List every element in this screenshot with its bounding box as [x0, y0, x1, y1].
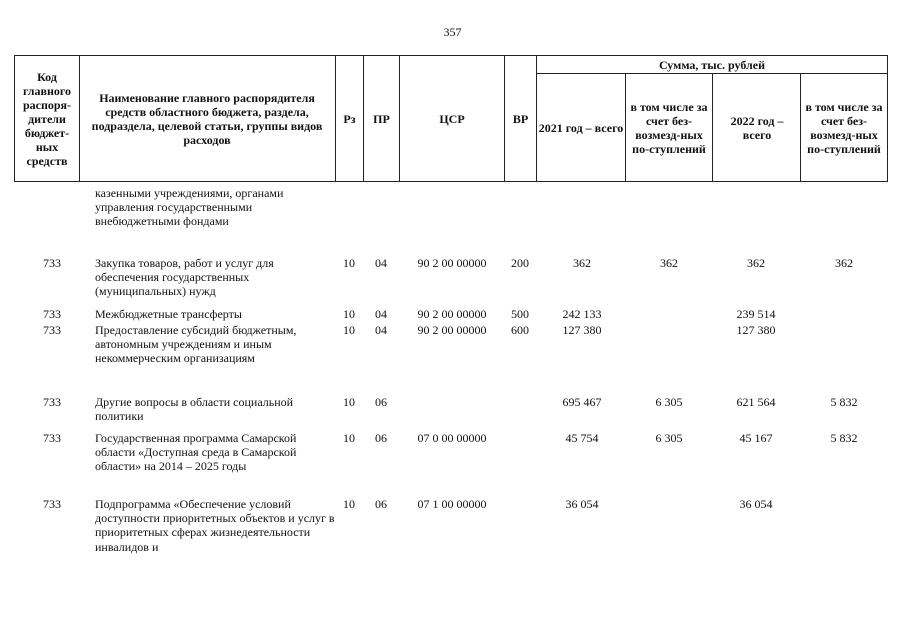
- row-code: 733: [43, 307, 61, 321]
- header-pr: ПР: [373, 111, 390, 126]
- row-rz: 10: [343, 497, 355, 511]
- row-name: Закупка товаров, работ и услуг для обеспечения государственных (муниципальных) нужд: [95, 256, 274, 299]
- row-sum-2021: 127 380: [562, 323, 602, 337]
- row-vr: 600: [511, 323, 529, 337]
- row-sum-2021: 36 054: [565, 497, 599, 511]
- row-csr: 07 1 00 00000: [417, 497, 487, 511]
- row-rz: 10: [343, 256, 355, 270]
- row-free-2022: 362: [835, 256, 853, 270]
- row-pr: 04: [375, 323, 387, 337]
- row-code: 733: [43, 497, 61, 511]
- row-sum-2022: 621 564: [736, 395, 776, 409]
- row-free-2021: 6 305: [655, 431, 683, 445]
- row-name: Государственная программа Самарской области «Доступная среда в Самарской области» на 2014 – 2025 годы: [95, 431, 297, 474]
- row-code: 733: [43, 431, 61, 445]
- row-name: казенными учреждениями, органами управления государственными внебюджетными фондами: [95, 186, 284, 229]
- row-name: Предоставление субсидий бюджетным, автономным учреждениям и иным некоммерческим организациям: [95, 323, 297, 366]
- row-code: 733: [43, 256, 61, 270]
- row-csr: 90 2 00 00000: [417, 323, 487, 337]
- row-rz: 10: [343, 395, 355, 409]
- header-name: Наименование главного распорядителя средств областного бюджета, раздела, подраздела, целевой статьи, группы видов расходов: [91, 90, 323, 147]
- row-rz: 10: [343, 323, 355, 337]
- row-sum-2021: 695 467: [562, 395, 602, 409]
- row-rz: 10: [343, 431, 355, 445]
- row-name: Межбюджетные трансферты: [95, 307, 242, 321]
- row-free-2021: 6 305: [655, 395, 683, 409]
- row-csr: 90 2 00 00000: [417, 256, 487, 270]
- row-free-2022: 5 832: [830, 395, 858, 409]
- row-sum-2022: 362: [747, 256, 765, 270]
- header-2022-free: в том числе за счет без-возмезд-ных по-ступлений: [805, 99, 883, 156]
- row-sum-2022: 45 167: [739, 431, 773, 445]
- row-csr: 90 2 00 00000: [417, 307, 487, 321]
- row-sum-2022: 127 380: [736, 323, 776, 337]
- row-name: Подпрограмма «Обеспечение условий доступности приоритетных объектов и услуг в приоритетных сферах жизнедеятельности инвалидов и: [95, 497, 335, 554]
- row-sum-2022: 36 054: [739, 497, 773, 511]
- row-sum-2021: 362: [573, 256, 591, 270]
- row-rz: 10: [343, 307, 355, 321]
- row-csr: 07 0 00 00000: [417, 431, 487, 445]
- header-2022-total: 2022 год – всего: [730, 113, 784, 142]
- row-pr: 06: [375, 395, 387, 409]
- row-code: 733: [43, 395, 61, 409]
- header-2021-total: 2021 год – всего: [538, 120, 624, 135]
- row-code: 733: [43, 323, 61, 337]
- row-pr: 06: [375, 497, 387, 511]
- table-header: [14, 55, 888, 182]
- header-csr: ЦСР: [439, 111, 465, 126]
- header-code: Код главного распоря-дители бюджет-ных средств: [22, 69, 72, 168]
- page-number: 357: [443, 25, 462, 39]
- row-free-2022: 5 832: [830, 431, 858, 445]
- row-free-2021: 362: [660, 256, 678, 270]
- row-pr: 06: [375, 431, 387, 445]
- row-sum-2021: 242 133: [562, 307, 602, 321]
- header-vr: ВР: [512, 111, 529, 126]
- header-2021-free: в том числе за счет без-возмезд-ных по-ступлений: [630, 99, 708, 156]
- row-vr: 500: [511, 307, 529, 321]
- row-name: Другие вопросы в области социальной политики: [95, 395, 294, 424]
- header-rz: Рз: [343, 111, 356, 126]
- row-sum-2022: 239 514: [736, 307, 776, 321]
- header-sum: Сумма, тыс. рублей: [658, 57, 766, 72]
- row-vr: 200: [511, 256, 529, 270]
- row-pr: 04: [375, 307, 387, 321]
- row-sum-2021: 45 754: [565, 431, 599, 445]
- row-pr: 04: [375, 256, 387, 270]
